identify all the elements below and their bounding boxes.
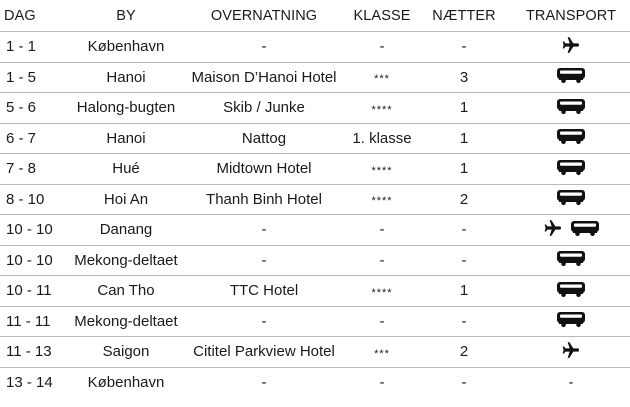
header-dag: DAG xyxy=(4,7,36,24)
header-overnatning: OVERNATNING xyxy=(210,7,318,24)
cell-naetter: - xyxy=(461,374,467,392)
stars-rating: **** xyxy=(371,103,393,116)
table-row xyxy=(0,124,630,155)
cell-overnatning: Cititel Parkview Hotel xyxy=(193,343,335,361)
table-body xyxy=(0,32,630,398)
cell-klasse: - xyxy=(379,312,385,330)
cell-dag: 10 - 11 xyxy=(6,282,52,300)
stars-rating: **** xyxy=(371,195,393,208)
cell-dag: 5 - 6 xyxy=(6,99,37,117)
table-row xyxy=(0,215,630,246)
cell-transport xyxy=(515,124,627,154)
cell-dag: 11 - 11 xyxy=(6,312,51,330)
cell-transport xyxy=(515,368,627,399)
bus-icon xyxy=(556,127,586,149)
cell-naetter: 3 xyxy=(459,68,469,86)
cell-naetter: - xyxy=(461,221,467,239)
cell-transport xyxy=(515,93,627,123)
cell-klasse: - xyxy=(379,38,385,56)
header-by: BY xyxy=(116,7,136,24)
table-row xyxy=(0,185,630,216)
cell-klasse xyxy=(344,276,420,306)
cell-by: Saigon xyxy=(102,343,150,361)
cell-klasse: 1. klasse xyxy=(352,129,412,147)
cell-transport xyxy=(515,32,627,62)
stars-rating: **** xyxy=(371,164,393,177)
cell-klasse xyxy=(344,337,420,367)
cell-dag: 6 - 7 xyxy=(6,129,37,147)
cell-transport xyxy=(515,276,627,306)
cell-dag: 13 - 14 xyxy=(6,374,53,392)
cell-dag: 10 - 10 xyxy=(6,251,53,269)
cell-overnatning: - xyxy=(261,38,267,56)
bus-icon xyxy=(556,66,586,88)
cell-naetter: - xyxy=(461,38,467,56)
cell-naetter: 2 xyxy=(459,343,469,361)
table-header-row xyxy=(0,0,630,32)
cell-overnatning: - xyxy=(261,251,267,269)
cell-overnatning: - xyxy=(261,374,267,392)
header-klasse: KLASSE xyxy=(353,7,411,24)
cell-overnatning: - xyxy=(261,312,267,330)
header-naetter: NÆTTER xyxy=(432,7,496,24)
plane-icon xyxy=(560,35,582,59)
cell-transport xyxy=(515,337,627,367)
bus-icon xyxy=(556,97,586,119)
cell-transport xyxy=(515,63,627,93)
bus-icon xyxy=(556,280,586,302)
transport-text: - xyxy=(568,374,574,392)
bus-icon xyxy=(556,249,586,271)
cell-naetter: 2 xyxy=(459,190,469,208)
cell-by: Hanoi xyxy=(106,129,146,147)
cell-klasse xyxy=(344,93,420,123)
table-row xyxy=(0,93,630,124)
cell-overnatning: - xyxy=(261,221,267,239)
table-row xyxy=(0,32,630,63)
cell-naetter: 1 xyxy=(459,99,469,117)
table-row xyxy=(0,63,630,94)
cell-klasse xyxy=(344,154,420,184)
cell-overnatning: Thanh Binh Hotel xyxy=(206,190,322,208)
bus-icon xyxy=(556,310,586,332)
cell-by: Halong-bugten xyxy=(76,99,176,117)
cell-by: Hoi An xyxy=(103,190,149,208)
bus-icon xyxy=(556,188,586,210)
cell-transport xyxy=(515,215,627,245)
stars-rating: *** xyxy=(374,347,390,360)
cell-naetter: 1 xyxy=(459,129,469,147)
table-row xyxy=(0,337,630,368)
cell-dag: 1 - 1 xyxy=(6,38,37,56)
cell-overnatning: Nattog xyxy=(241,129,287,147)
cell-dag: 10 - 10 xyxy=(6,221,53,239)
cell-transport xyxy=(515,246,627,276)
cell-overnatning: Skib / Junke xyxy=(223,99,305,117)
stars-rating: *** xyxy=(374,73,390,86)
cell-dag: 7 - 8 xyxy=(6,160,37,178)
cell-klasse xyxy=(344,63,420,93)
cell-naetter: 1 xyxy=(459,160,469,178)
bus-icon xyxy=(556,158,586,180)
cell-klasse: - xyxy=(379,374,385,392)
plane-icon xyxy=(542,218,564,242)
cell-by: Can Tho xyxy=(97,282,155,300)
cell-transport xyxy=(515,307,627,337)
cell-klasse: - xyxy=(379,251,385,269)
cell-overnatning: TTC Hotel xyxy=(229,282,299,300)
table-row xyxy=(0,154,630,185)
table-row xyxy=(0,246,630,277)
cell-by: Mekong-deltaet xyxy=(74,312,178,330)
cell-by: Hanoi xyxy=(106,68,146,86)
bus-icon xyxy=(570,219,600,241)
cell-naetter: - xyxy=(461,251,467,269)
cell-overnatning: Maison D’Hanoi Hotel xyxy=(191,68,337,86)
table-row xyxy=(0,276,630,307)
cell-naetter: 1 xyxy=(459,282,469,300)
cell-dag: 1 - 5 xyxy=(6,68,37,86)
cell-klasse xyxy=(344,185,420,215)
cell-by: Hué xyxy=(112,160,140,178)
cell-dag: 11 - 13 xyxy=(6,343,52,361)
table-row xyxy=(0,307,630,338)
cell-transport xyxy=(515,185,627,215)
cell-by: København xyxy=(87,374,165,392)
cell-transport xyxy=(515,154,627,184)
cell-by: København xyxy=(87,38,165,56)
cell-naetter: - xyxy=(461,312,467,330)
stars-rating: **** xyxy=(371,286,393,299)
cell-by: Danang xyxy=(99,221,153,239)
cell-klasse: - xyxy=(379,221,385,239)
cell-dag: 8 - 10 xyxy=(6,190,45,208)
table-row xyxy=(0,368,630,399)
cell-by: Mekong-deltaet xyxy=(74,251,178,269)
plane-icon xyxy=(560,340,582,364)
header-transport: TRANSPORT xyxy=(525,7,617,24)
cell-overnatning: Midtown Hotel xyxy=(216,160,312,178)
